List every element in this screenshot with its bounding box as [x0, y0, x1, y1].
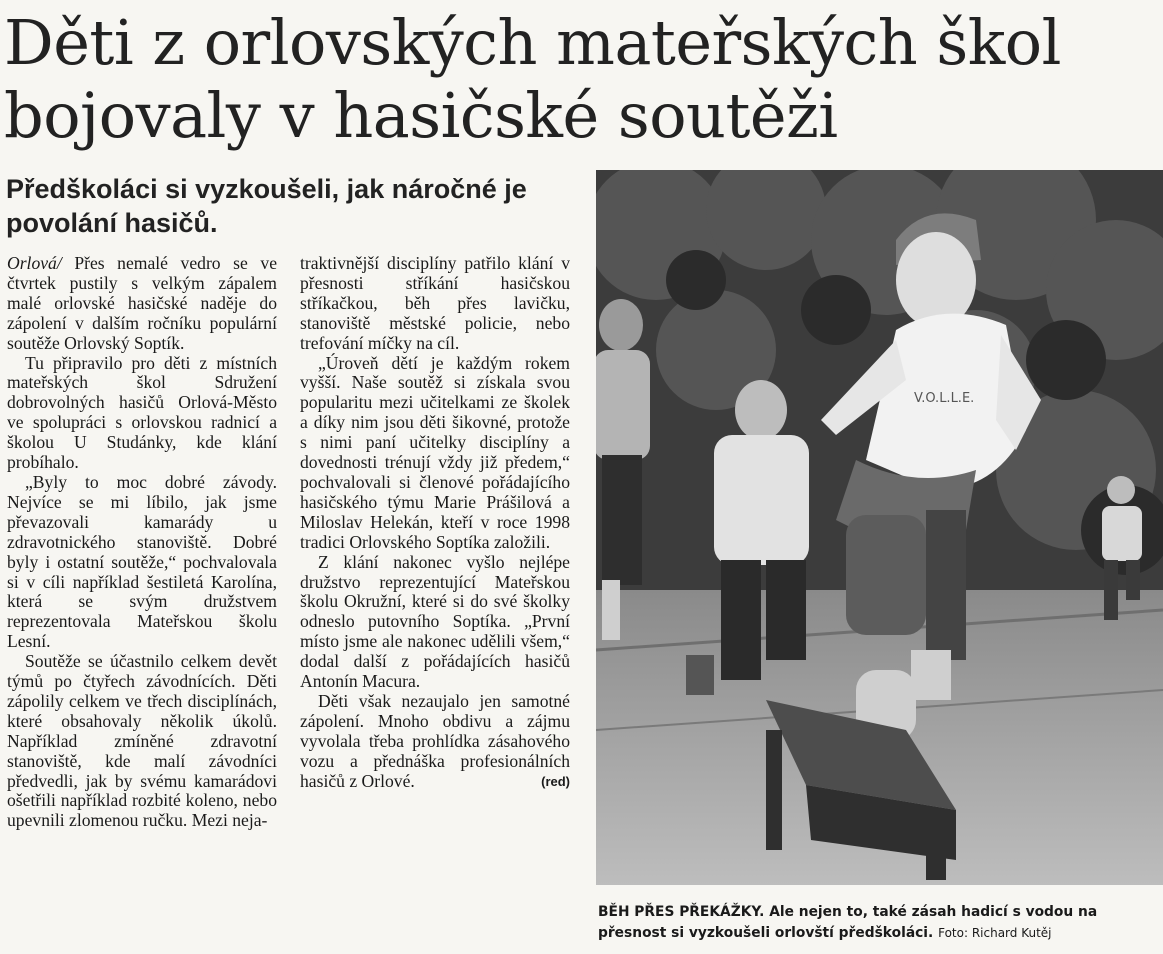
paragraph-8-text: Děti však nezaujalo jen samotné zápolení. Mnoho obdivu a zájmu vyvolala třeba prohlídka zásahového vozu a přednáška profesionálních hasičů z Orlové. — [300, 690, 570, 791]
article-photo — [596, 170, 1163, 885]
headline: Děti z orlovských mateřských škol bojovaly v hasičské soutěži — [4, 6, 1061, 152]
subheadline: Předškoláci si vyzkoušeli, jak náročné je povolání hasičů. — [6, 174, 527, 238]
dateline: Orlová/ — [7, 254, 62, 273]
byline: (red) — [541, 773, 570, 789]
shirt-print: V.O.L.L.E. — [914, 391, 975, 406]
paragraph-7: Z klání nakonec vyšlo nejlépe družstvo reprezentující Mateřskou školu Okružní, které si do své školky odneslo putovního Soptíka. „První místo jsme ale nakonec udělili všem,“ dodal další z pořádajících hasičů Antonín Macura. — [300, 551, 570, 692]
paragraph-4: Soutěže se účastnilo celkem devět týmů po čtyřech závodnících. Děti zápolily celkem ve třech disciplínách, které obsahovaly několik úkolů. Například zmíněné zdravotní stanoviště, kde malí závodníci předvedli, jak by svému kamarádovi ošetřili například rozbité koleno, nebo upevnili zlomenou ručku. Mezi neja- — [7, 651, 277, 831]
paragraph-2: Tu připravilo pro děti z místních mateřských škol Sdružení dobrovolných hasičů Orlová-Město ve spolupráci s orlovskou radnicí a školou U Studánky, kde klání probíhalo. — [7, 352, 277, 473]
caption-lead: BĚH PŘES PŘEKÁŽKY. — [598, 904, 765, 920]
photo-credit: Foto: Richard Kutěj — [938, 926, 1052, 940]
photo-caption — [598, 902, 1160, 944]
caption-text: Ale nejen to, také zásah hadicí s vodou na přesnost si vyzkoušeli orlovští předškoláci. — [598, 904, 1098, 941]
paragraph-3: „Byly to moc dobré závody. Nejvíce se mi líbilo, jak jsme převazovali kamarády u zdravotnického stanoviště. Dobré byly i ostatní soutěže,“ pochvalovala si v cíli například šestiletá Karolína, která se svým družstvem reprezentovala Mateřskou školu Lesní. — [7, 471, 277, 652]
paragraph-6: „Úroveň dětí je každým rokem vyšší. Naše soutěž si získala svou popularitu mezi učitelkami ze školek a díky nim jsou děti šikovné, protože s nimi paní učitelky disciplíny a dovednosti trénují vždy již předem,“ pochvalovali si členové pořádajícího hasičského týmu Marie Prášilová a Miloslav Helekán, kteří v roce 1998 tradici Orlovského Soptíka založili. — [300, 352, 570, 552]
paragraph-1-text: Přes nemalé vedro se ve čtvrtek pustily s velkým zápalem malé orlovské hasičské naděje do zápolení v dalším ročníku populární soutěže Orlovský Soptík. — [7, 254, 277, 353]
article-column-1 — [7, 254, 277, 954]
article-column-2 — [300, 254, 570, 954]
paragraph-1 — [7, 254, 277, 354]
paragraph-5: traktivnější disciplíny patřilo klání v přesnosti stříkání hasičskou stříkačkou, běh přes lavičku, stanoviště městské policie, nebo trefování míčky na cíl. — [300, 254, 570, 353]
paragraph-8 — [300, 692, 570, 792]
photo-illustration — [596, 170, 1163, 885]
